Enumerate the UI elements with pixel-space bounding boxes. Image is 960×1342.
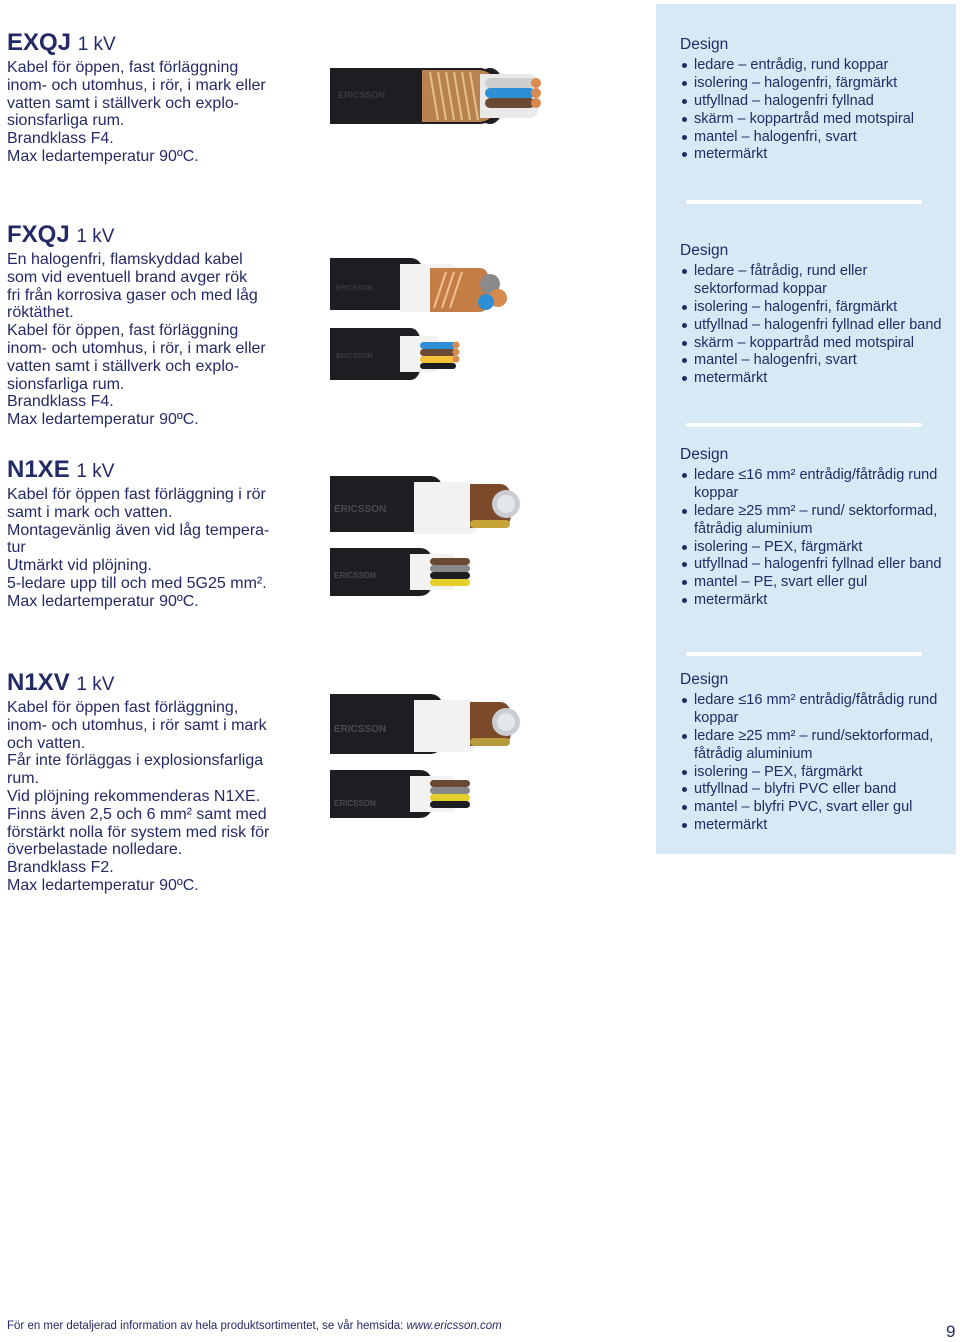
- cable-image-exqj: [330, 60, 630, 130]
- product-description: Kabel för öppen, fast förläggning inom- och utomhus, i rör, i mark eller vatten samt i ställverk och explo- sionsfarliga rum. Brandklass F4. Max ledartemperatur 90ºC.: [7, 59, 266, 165]
- footer-url-link[interactable]: www.ericsson.com: [406, 1320, 502, 1332]
- design-title: Design: [680, 242, 729, 259]
- design-item: ledare ≤16 mm² entrådig/fåtrådig rund koppar: [680, 692, 952, 728]
- design-n1xe: [680, 446, 952, 610]
- product-title: N1XV 1 kV: [7, 669, 115, 696]
- product-title: N1XE 1 kV: [7, 456, 115, 483]
- design-list: [680, 57, 952, 164]
- design-item: mantel – halogenfri, svart: [680, 129, 952, 147]
- design-item: utfyllnad – halogenfri fyllnad eller band: [680, 556, 952, 574]
- design-item: isolering – PEX, färgmärkt: [680, 764, 952, 782]
- design-item: ledare – fåtrådig, rund eller sektorformad koppar: [680, 263, 952, 299]
- section-divider: [686, 652, 922, 656]
- design-item: skärm – koppartråd med motspiral: [680, 335, 952, 353]
- design-item: metermärkt: [680, 146, 952, 164]
- footer-note: [7, 1320, 502, 1332]
- design-item: utfyllnad – halogenfri fyllnad: [680, 93, 952, 111]
- cable-brand-label: ERICSSON: [338, 90, 386, 100]
- design-item: metermärkt: [680, 592, 952, 610]
- design-item: utfyllnad – blyfri PVC eller band: [680, 781, 952, 799]
- product-n1xe: [7, 457, 307, 611]
- design-item: mantel – blyfri PVC, svart eller gul: [680, 799, 952, 817]
- design-list: [680, 263, 952, 388]
- product-title: FXQJ 1 kV: [7, 221, 115, 248]
- product-exqj: [7, 30, 307, 166]
- design-list: [680, 467, 952, 610]
- cable-brand-label: ERICSSON: [334, 504, 387, 515]
- design-exqj: [680, 36, 952, 164]
- design-item: ledare ≥25 mm² – rund/ sektorformad, fåtrådig aluminium: [680, 503, 952, 539]
- product-description: Kabel för öppen fast förläggning i rör samt i mark och vatten. Montagevänlig även vid låg tempera- tur Utmärkt vid plöjning. 5-ledare upp till och med 5G25 mm². Max ledartemperatur 90ºC.: [7, 486, 270, 610]
- design-item: mantel – halogenfri, svart: [680, 352, 952, 370]
- design-n1xv: [680, 671, 952, 835]
- design-title: Design: [680, 446, 729, 463]
- cable-image-fxqj: [330, 254, 630, 384]
- section-divider: [686, 423, 922, 427]
- product-title: EXQJ 1 kV: [7, 29, 116, 56]
- cable-brand-label: ERICSSON: [336, 353, 373, 360]
- cable-brand-label: ERICSSON: [336, 285, 373, 292]
- footer-text: För en mer detaljerad information av hela produktsortimentet, se vår hemsida:: [7, 1320, 407, 1332]
- design-item: ledare ≤16 mm² entrådig/fåtrådig rund koppar: [680, 467, 952, 503]
- section-divider: [686, 200, 922, 204]
- design-item: metermärkt: [680, 817, 952, 835]
- product-description: Kabel för öppen fast förläggning, inom- och utomhus, i rör samt i mark och vatten. Får inte förläggas i explosionsfarliga rum. Vid plöjning rekommenderas N1XE. Finns även 2,5 och 6 mm² samt med förstärkt nolla för system med risk för överbelastade nolledare. Brandklass F2. Max ledartemperatur 90ºC.: [7, 699, 270, 894]
- design-item: ledare ≥25 mm² – rund/sektorformad, fåtrådig aluminium: [680, 728, 952, 764]
- design-title: Design: [680, 671, 729, 688]
- design-item: isolering – PEX, färgmärkt: [680, 539, 952, 557]
- design-item: isolering – halogenfri, färgmärkt: [680, 75, 952, 93]
- cable-brand-label: ERICSSON: [334, 724, 387, 735]
- cable-brand-label: ERICSSON: [334, 571, 376, 580]
- cable-brand-label: ERICSSON: [334, 799, 376, 808]
- design-item: isolering – halogenfri, färgmärkt: [680, 299, 952, 317]
- design-list: [680, 692, 952, 835]
- page-number: 9: [946, 1322, 956, 1341]
- design-item: ledare – entrådig, rund koppar: [680, 57, 952, 75]
- design-title: Design: [680, 36, 729, 53]
- product-n1xv: [7, 670, 307, 895]
- design-item: metermärkt: [680, 370, 952, 388]
- design-item: skärm – koppartråd med motspiral: [680, 111, 952, 129]
- design-item: mantel – PE, svart eller gul: [680, 574, 952, 592]
- design-item: utfyllnad – halogenfri fyllnad eller band: [680, 317, 952, 335]
- design-fxqj: [680, 242, 952, 388]
- product-fxqj: [7, 222, 307, 429]
- cable-image-n1xv: [330, 690, 630, 825]
- cable-image-n1xe: [330, 470, 630, 600]
- product-description: En halogenfri, flamskyddad kabel som vid eventuell brand avger rök fri från korrosiva gaser och med låg röktäthet. Kabel för öppen, fast förläggning inom- och utomhus, i rör, i mark eller vatten samt i ställverk och explo- sionsfarliga rum. Brandklass F4. Max ledartemperatur 90ºC.: [7, 251, 266, 429]
